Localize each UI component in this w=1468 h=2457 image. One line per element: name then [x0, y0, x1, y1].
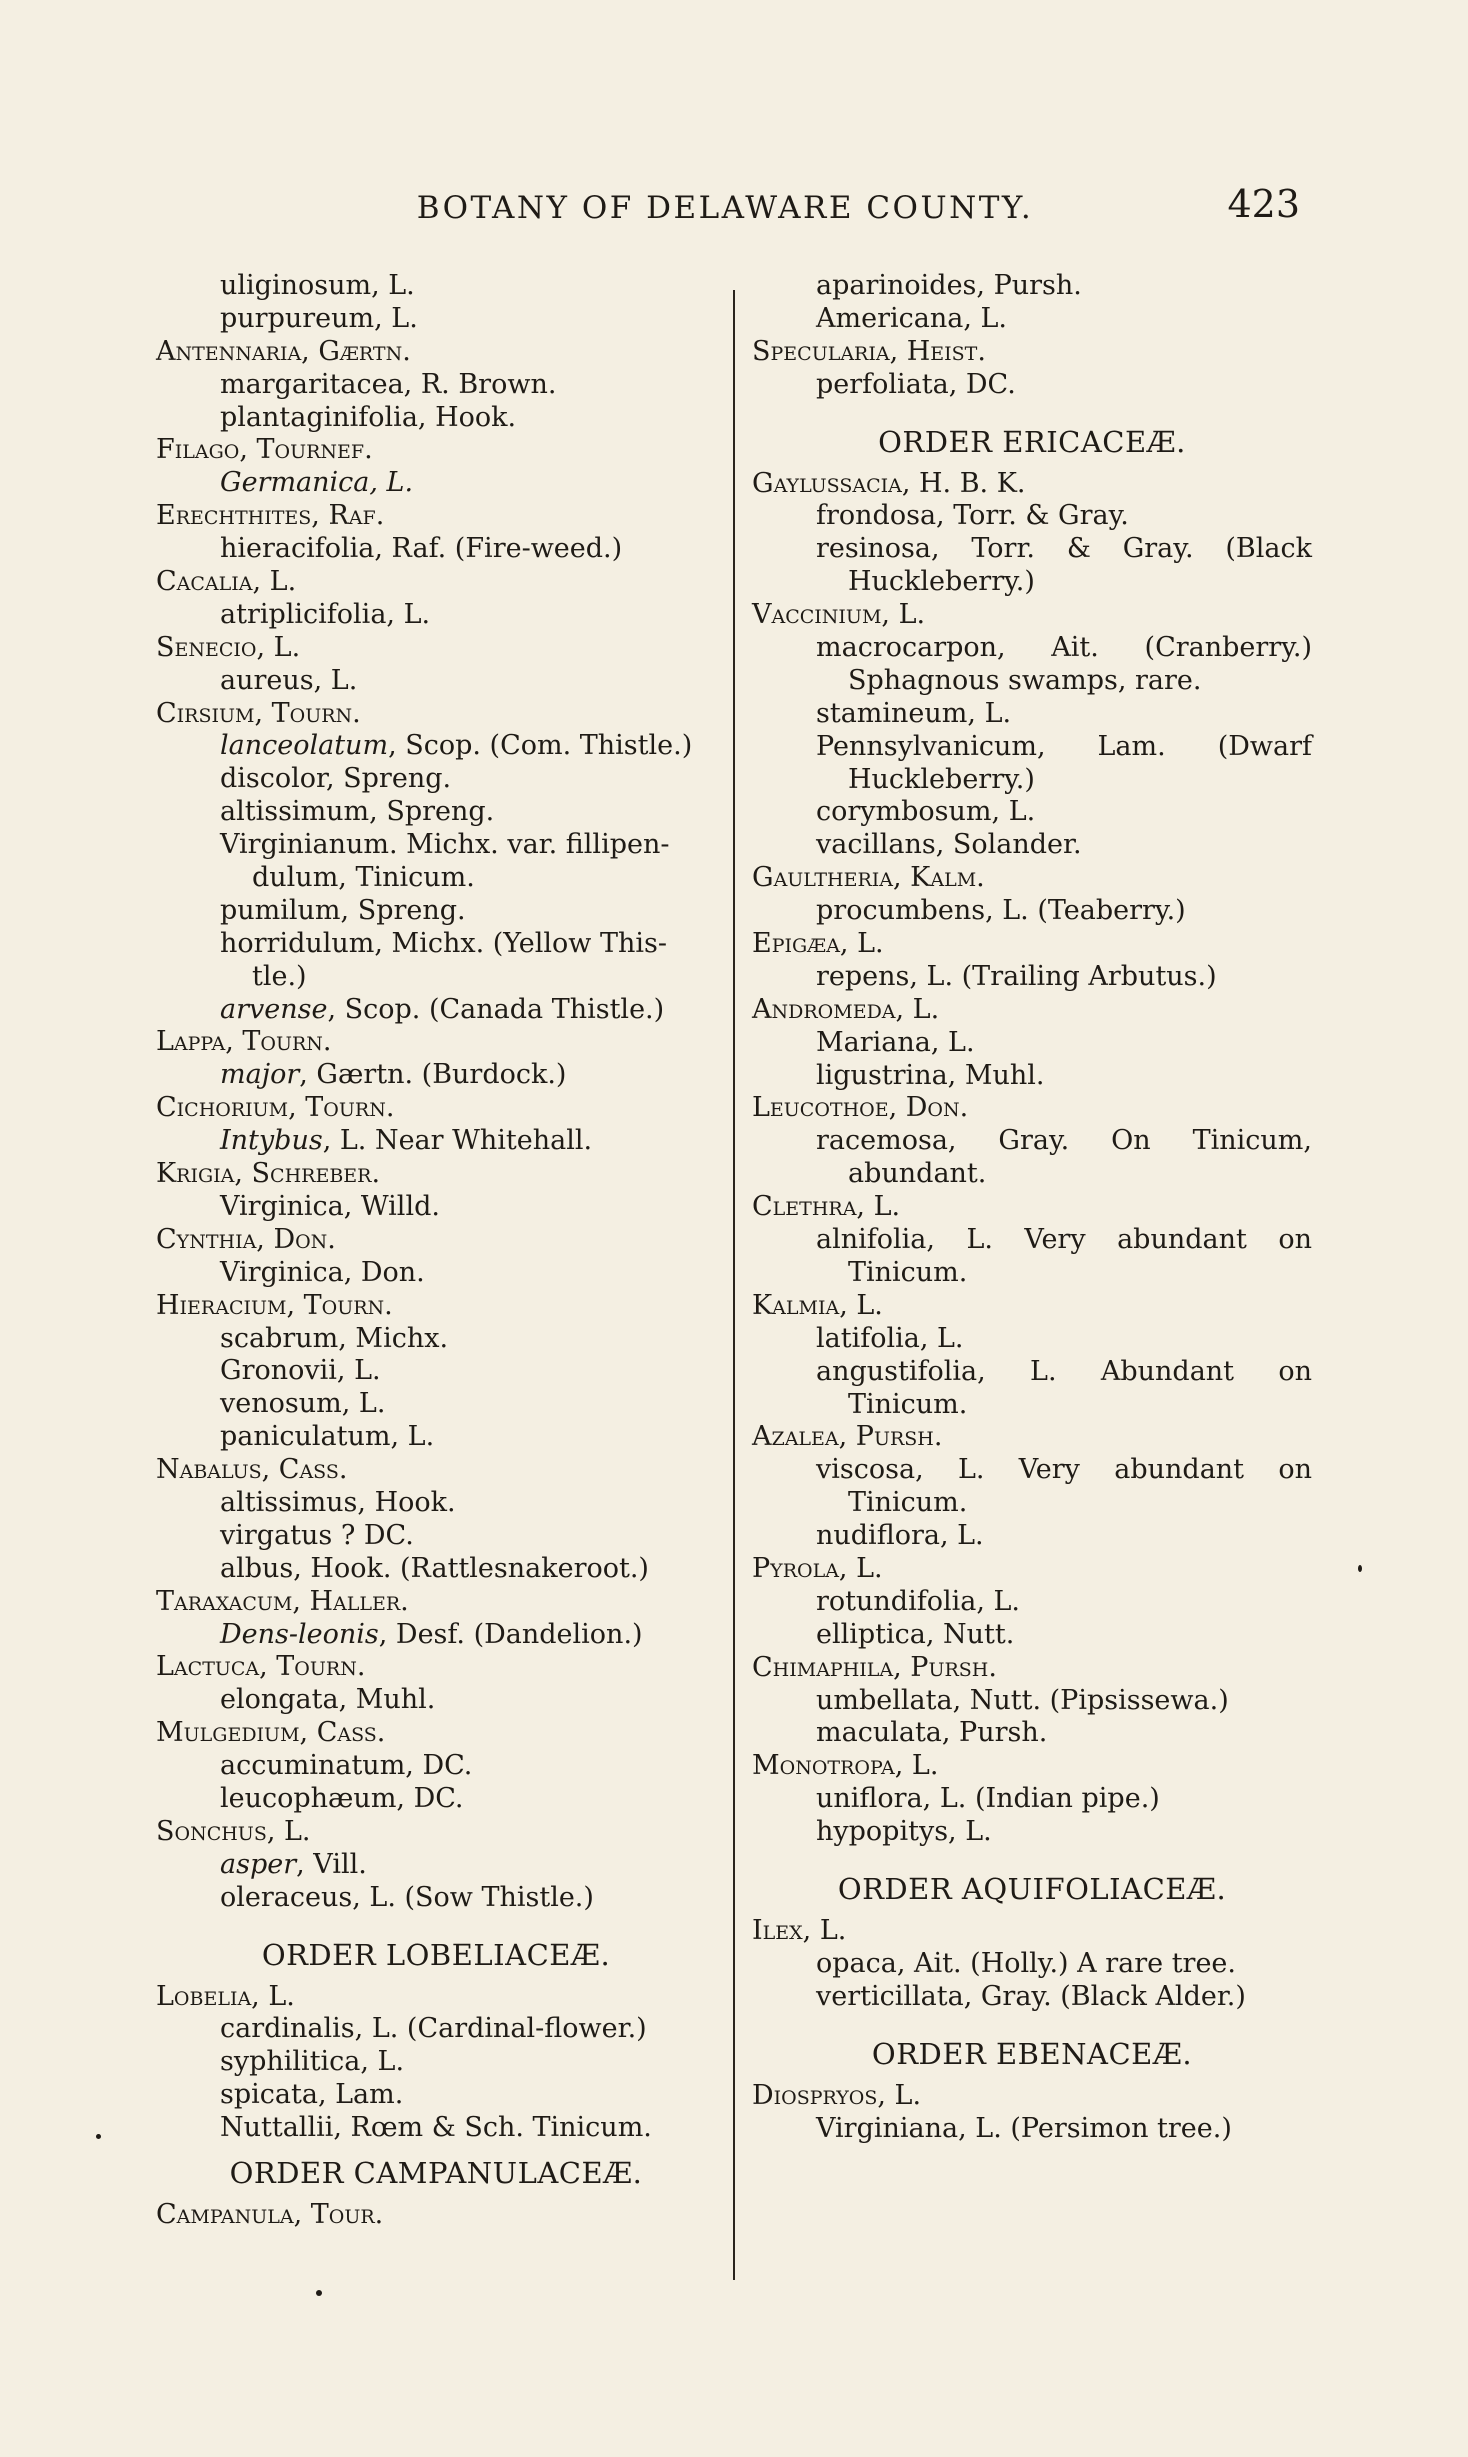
word: macrocarpon,: [816, 632, 1006, 664]
word: L.: [957, 1454, 985, 1486]
word: abundant: [1114, 1454, 1245, 1486]
continuation-line: Tinicum.: [848, 1256, 968, 1288]
order-heading: ORDER ERICACEÆ.: [878, 424, 1186, 459]
species-note: , L. Near Whitehall.: [322, 1125, 593, 1157]
italic-species: asper: [220, 1848, 297, 1880]
word: L.: [966, 1224, 993, 1256]
italic-species: Dens-leonis: [220, 1618, 379, 1650]
word: (Black: [1225, 533, 1312, 565]
word: alnifolia,: [816, 1224, 935, 1256]
species-line: repens, L. (Trailing Arbutus.): [816, 960, 1217, 992]
species-line: procumbens, L. (Teaberry.): [816, 895, 1186, 927]
continuation-line: Sphagnous swamps, rare.: [848, 664, 1202, 696]
species-note: , Scop. (Com. Thistle.): [388, 730, 693, 762]
species-line: Gronovii, L.: [220, 1355, 381, 1387]
order-heading: ORDER CAMPANULACEÆ.: [229, 2155, 643, 2190]
species-line: altissimus, Hook.: [220, 1486, 456, 1518]
column-divider: [733, 290, 735, 2280]
word: resinosa,: [816, 533, 940, 565]
species-line: [752, 1454, 1312, 1487]
species-line: elongata, Muhl.: [220, 1684, 436, 1716]
page-number: 423: [1227, 182, 1300, 226]
word: racemosa,: [816, 1125, 957, 1157]
species-line: scabrum, Michx.: [220, 1322, 449, 1354]
species-line: [752, 1125, 1312, 1158]
species-line: frondosa, Torr. & Gray.: [816, 500, 1129, 532]
genus-line: Lactuca, Tourn.: [156, 1651, 366, 1683]
species-line: [156, 1125, 716, 1158]
species-line: altissimum, Spreng.: [220, 796, 495, 828]
species-line: [752, 731, 1312, 764]
species-line: aureus, L.: [220, 664, 358, 696]
genus-line: Vaccinium, L.: [752, 599, 926, 631]
italic-species: Intybus: [220, 1125, 323, 1157]
word: &: [1066, 533, 1091, 565]
word: L.: [1030, 1355, 1057, 1387]
order-heading: ORDER LOBELIACEÆ.: [261, 1937, 611, 1972]
genus-line: Gaultheria, Kalm.: [752, 862, 985, 894]
species-line: Virginica, Willd.: [220, 1190, 440, 1222]
genus-line: Monotropa, L.: [752, 1750, 939, 1782]
species-line: spicata, Lam.: [220, 2079, 404, 2111]
genus-line: Lappa, Tourn.: [156, 1026, 332, 1058]
continuation-line: Tinicum.: [848, 1487, 968, 1519]
species-line: albus, Hook. (Rattlesnakeroot.): [220, 1552, 649, 1584]
species-line: pumilum, Spreng.: [220, 894, 466, 926]
species-line: elliptica, Nutt.: [816, 1618, 1015, 1650]
genus-line: Specularia, Heist.: [752, 335, 986, 367]
species-line: hieracifolia, Raf. (Fire-weed.): [220, 533, 623, 565]
species-line: [752, 632, 1312, 665]
species-line: Virginianum. Michx. var. fillipen-: [220, 829, 670, 861]
species-line: perfoliata, DC.: [816, 368, 1016, 400]
species-line: syphilitica, L.: [220, 2046, 405, 2078]
word: Gray.: [1122, 533, 1194, 565]
word: on: [1278, 1224, 1312, 1256]
word: (Cranberry.): [1144, 632, 1312, 664]
word: Tinicum,: [1192, 1125, 1312, 1157]
species-line: [156, 1059, 716, 1092]
genus-line: Epigæa, L.: [752, 928, 884, 960]
species-note: , Scop. (Canada Thistle.): [327, 993, 665, 1025]
species-note: , Vill.: [296, 1848, 367, 1880]
species-line: venosum, L.: [220, 1388, 386, 1420]
italic-species: arvense: [220, 993, 328, 1025]
genus-line: Cacalia, L.: [156, 566, 297, 598]
ink-speck: [316, 2290, 322, 2296]
continuation-line: Tinicum.: [848, 1388, 968, 1420]
word: Very: [1024, 1224, 1086, 1256]
genus-line: Ilex, L.: [752, 1914, 847, 1946]
genus-line: Sonchus, L.: [156, 1815, 311, 1847]
genus-line: Hieracium, Tourn.: [156, 1289, 393, 1321]
continuation-line: abundant.: [848, 1158, 987, 1190]
species-line: plantaginifolia, Hook.: [220, 401, 517, 433]
genus-line: Chimaphila, Pursh.: [752, 1651, 997, 1683]
genus-line: Cichorium, Tourn.: [156, 1092, 395, 1124]
word: angustifolia,: [816, 1355, 986, 1387]
genus-line: Cirsium, Tourn.: [156, 697, 361, 729]
species-line: atriplicifolia, L.: [220, 598, 431, 630]
species-line: nudiflora, L.: [816, 1520, 984, 1552]
species-line: purpureum, L.: [220, 302, 418, 334]
species-line: horridulum, Michx. (Yellow This-: [220, 927, 667, 959]
running-title: BOTANY OF DELAWARE COUNTY.: [416, 190, 1034, 226]
species-line: [752, 1356, 1312, 1389]
species-line: Mariana, L.: [816, 1026, 975, 1058]
species-line: ligustrina, Muhl.: [816, 1059, 1045, 1091]
genus-line: Nabalus, Cass.: [156, 1454, 348, 1486]
species-line: umbellata, Nutt. (Pipsissewa.): [816, 1684, 1229, 1716]
word: (Dwarf: [1217, 730, 1312, 762]
species-line: margaritacea, R. Brown.: [220, 368, 557, 400]
italic-species: major: [220, 1059, 300, 1091]
genus-line: Gaylussacia, H. B. K.: [752, 467, 1026, 499]
species-line: rotundifolia, L.: [816, 1585, 1021, 1617]
ink-speck: [96, 2134, 101, 2139]
continuation-line: dulum, Tinicum.: [252, 862, 475, 894]
species-line: Americana, L.: [816, 302, 1008, 334]
species-line: [752, 1224, 1312, 1257]
left-column: [156, 270, 716, 2232]
word: Gray.: [998, 1125, 1070, 1157]
genus-line: Antennaria, Gærtn.: [156, 335, 411, 367]
species-line: paniculatum, L.: [220, 1421, 435, 1453]
genus-line: Krigia, Schreber.: [156, 1158, 381, 1190]
species-line: [156, 1619, 716, 1652]
genus-line: Campanula, Tour.: [156, 2198, 384, 2230]
right-column: [752, 270, 1312, 2145]
genus-line: Mulgedium, Cass.: [156, 1717, 386, 1749]
species-line: hypopitys, L.: [816, 1816, 992, 1848]
species-line: virgatus ? DC.: [220, 1519, 414, 1551]
species-line: [156, 994, 716, 1027]
species-line: verticillata, Gray. (Black Alder.): [816, 1980, 1246, 2012]
genus-line: Azalea, Pursh.: [752, 1421, 943, 1453]
continuation-line: Huckleberry.): [848, 566, 1035, 598]
genus-line: Kalmia, L.: [752, 1289, 883, 1321]
species-line: uniflora, L. (Indian pipe.): [816, 1783, 1160, 1815]
genus-line: Leucothoe, Don.: [752, 1092, 969, 1124]
species-line: corymbosum, L.: [816, 796, 1036, 828]
species-line: [156, 730, 716, 763]
word: Very: [1018, 1454, 1080, 1486]
word: On: [1111, 1125, 1151, 1157]
genus-line: Diospryos, L.: [752, 2079, 922, 2111]
word: on: [1278, 1355, 1312, 1387]
species-line: accuminatum, DC.: [220, 1750, 473, 1782]
order-heading: ORDER EBENACEÆ.: [871, 2036, 1193, 2071]
species-line: stamineum, L.: [816, 697, 1012, 729]
order-heading: ORDER AQUIFOLIACEÆ.: [837, 1871, 1227, 1906]
species-line: [752, 533, 1312, 566]
species-line: latifolia, L.: [816, 1322, 964, 1354]
species-line: Virginica, Don.: [220, 1256, 425, 1288]
species-line: maculata, Pursh.: [816, 1717, 1048, 1749]
word: Torr.: [971, 533, 1035, 565]
genus-line: Pyrola, L.: [752, 1552, 883, 1584]
species-line: [156, 1849, 716, 1882]
italic-species: Germanica, L.: [220, 467, 414, 499]
species-line: opaca, Ait. (Holly.) A rare tree.: [816, 1947, 1236, 1979]
genus-line: Erechthites, Raf.: [156, 500, 385, 532]
genus-line: Lobelia, L.: [156, 1980, 295, 2012]
ink-speck: [1358, 1565, 1362, 1572]
species-line: vacillans, Solander.: [816, 829, 1082, 861]
species-line: leucophæum, DC.: [220, 1782, 464, 1814]
genus-line: Filago, Tournef.: [156, 434, 373, 466]
word: on: [1278, 1454, 1312, 1486]
word: viscosa,: [816, 1454, 924, 1486]
species-line: [156, 467, 716, 500]
word: Abundant: [1100, 1355, 1235, 1387]
italic-species: lanceolatum: [220, 730, 389, 762]
species-line: uliginosum, L.: [220, 270, 415, 301]
genus-line: Clethra, L.: [752, 1191, 901, 1223]
continuation-line: tle.): [252, 960, 307, 992]
species-line: discolor, Spreng.: [220, 763, 452, 795]
continuation-line: Huckleberry.): [848, 763, 1035, 795]
word: abundant: [1117, 1224, 1247, 1256]
species-line: Virginiana, L. (Persimon tree.): [816, 2112, 1232, 2144]
genus-line: Senecio, L.: [156, 631, 301, 663]
species-line: cardinalis, L. (Cardinal-flower.): [220, 2013, 647, 2045]
species-note: , Desf. (Dandelion.): [378, 1618, 643, 1650]
genus-line: Cynthia, Don.: [156, 1223, 336, 1255]
species-note: , Gærtn. (Burdock.): [299, 1059, 567, 1091]
species-line: Nuttallii, Rœm & Sch. Tinicum.: [220, 2112, 652, 2144]
species-line: oleraceus, L. (Sow Thistle.): [220, 1881, 594, 1913]
word: Ait.: [1051, 632, 1099, 664]
running-header: [150, 182, 1300, 242]
genus-line: Andromeda, L.: [752, 993, 940, 1025]
word: Pennsylvanicum,: [816, 730, 1046, 762]
genus-line: Taraxacum, Haller.: [156, 1585, 409, 1617]
species-line: aparinoides, Pursh.: [816, 270, 1082, 301]
word: Lam.: [1097, 730, 1166, 762]
